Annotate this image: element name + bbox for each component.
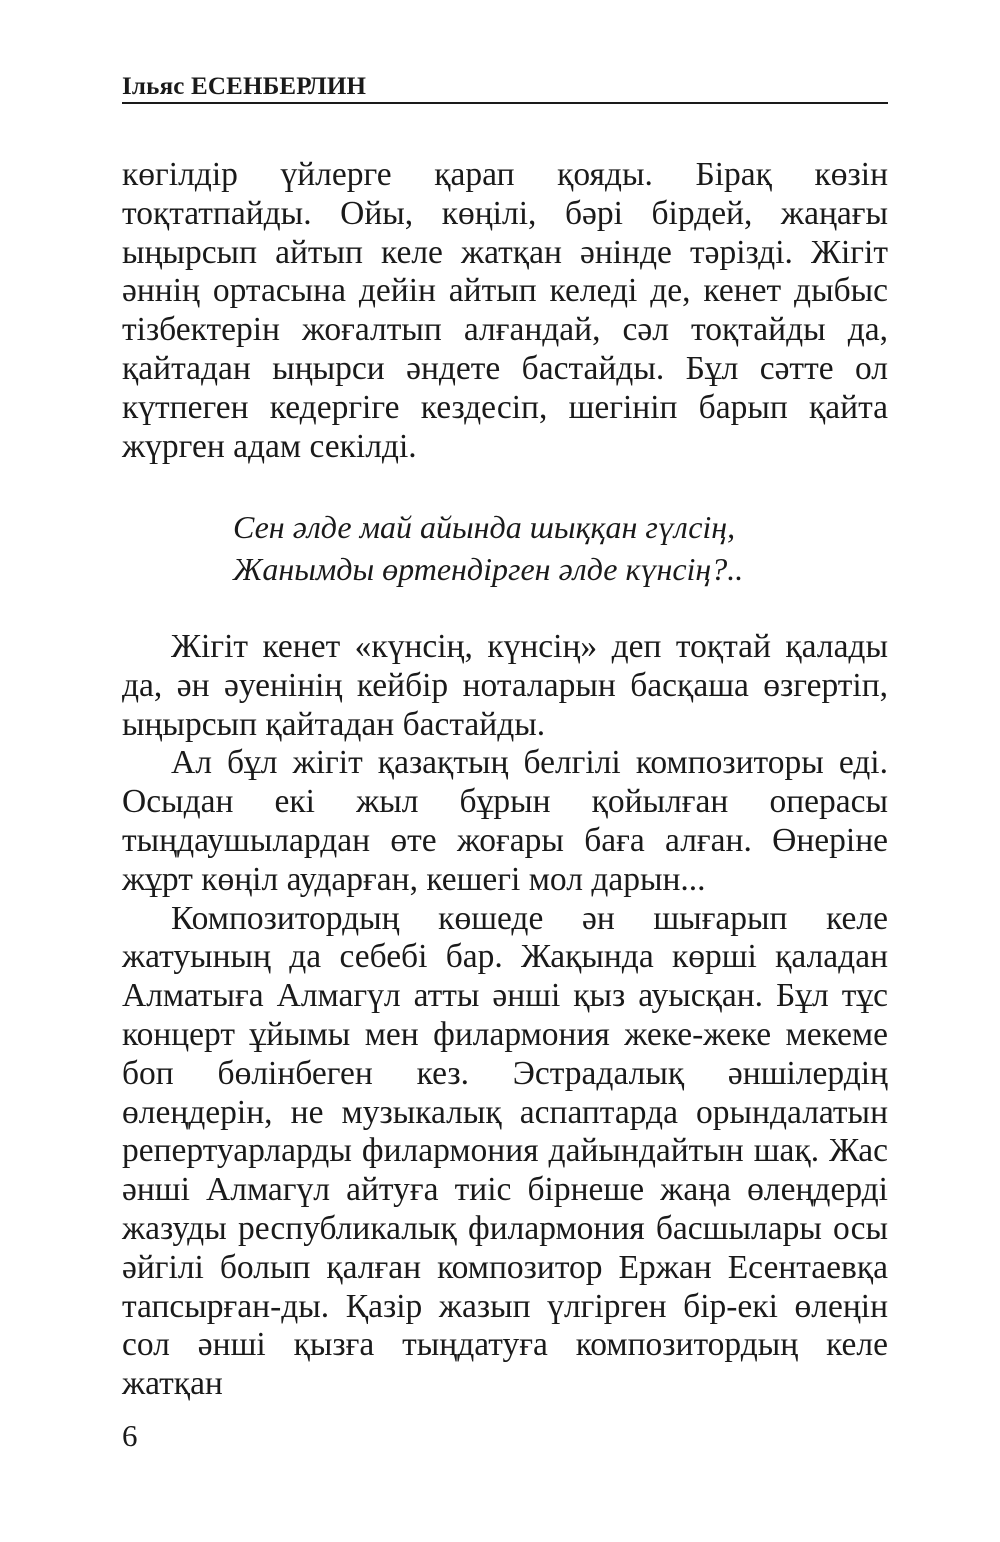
paragraph-continued: көгілдір үйлерге қарап қояды. Бірақ көзін тоқтатпайды. Ойы, көңілі, бәрі бірдей, жаңағы ыңырсып айтып келе жатқан әнінде тәрізді. Жігіт әннің ортасына дейін айтып келеді де, кенет дыбыс тізбектерін жоғалтып алғандай, сәл тоқтайды да, қайтадан ыңырси әндете бастайды. Бұл сәтте ол күтпеген кедергіге кездесіп, шегініп барып қайта жүрген адам секілді. — [122, 156, 888, 465]
verse-line: Жанымды өртендірген әлде күнсің?.. — [233, 551, 744, 587]
verse-quote — [233, 506, 873, 590]
page-number: 6 — [122, 1418, 138, 1453]
header-rule — [122, 102, 888, 104]
text-block-bottom — [122, 628, 888, 1404]
paragraph: Жігіт кенет «күнсің, күнсің» деп тоқтай қалады да, ән әуенінің кейбір ноталарын басқаша өзгертіп, ыңырсып қайтадан бастайды. — [122, 628, 888, 743]
paragraph: Композитордың көшеде ән шығарып келе жатуының да себебі бар. Жақында көрші қаладан Алматыға Алмагүл атты әнші қыз ауысқан. Бұл тұс концерт ұйымы мен филармония жеке-жеке мекеме боп бөлінбеген кез. Эстрадалық әншілердің өлеңдерін, не музыкалық аспаптарда орындалатын репертуарларды филармония дайындайтын шақ. Жас әнші Алмагүл айтуға тиіс бірнеше жаңа өлеңдерді жазуды республикалық филармония басшылары осы әйгілі болып қалған композитор Ержан Есентаевқа тапсырған-ды. Қазір жазып үлгірген бір-екі өлеңін сол әнші қызға тыңдатуға композитордың келе жатқан — [122, 899, 888, 1403]
paragraph: Ал бұл жігіт қазақтың белгілі композиторы еді. Осыдан екі жыл бұрын қойылған операсы тыңдаушылардан өте жоғары баға алған. Өнеріне жұрт көңіл аударған, кешегі мол дарын... — [122, 744, 888, 898]
running-head: Ільяс ЕСЕНБЕРЛИН — [122, 73, 367, 100]
text-block-top — [122, 156, 888, 466]
verse-line: Сен әлде май айында шыққан гүлсің, — [233, 509, 736, 545]
